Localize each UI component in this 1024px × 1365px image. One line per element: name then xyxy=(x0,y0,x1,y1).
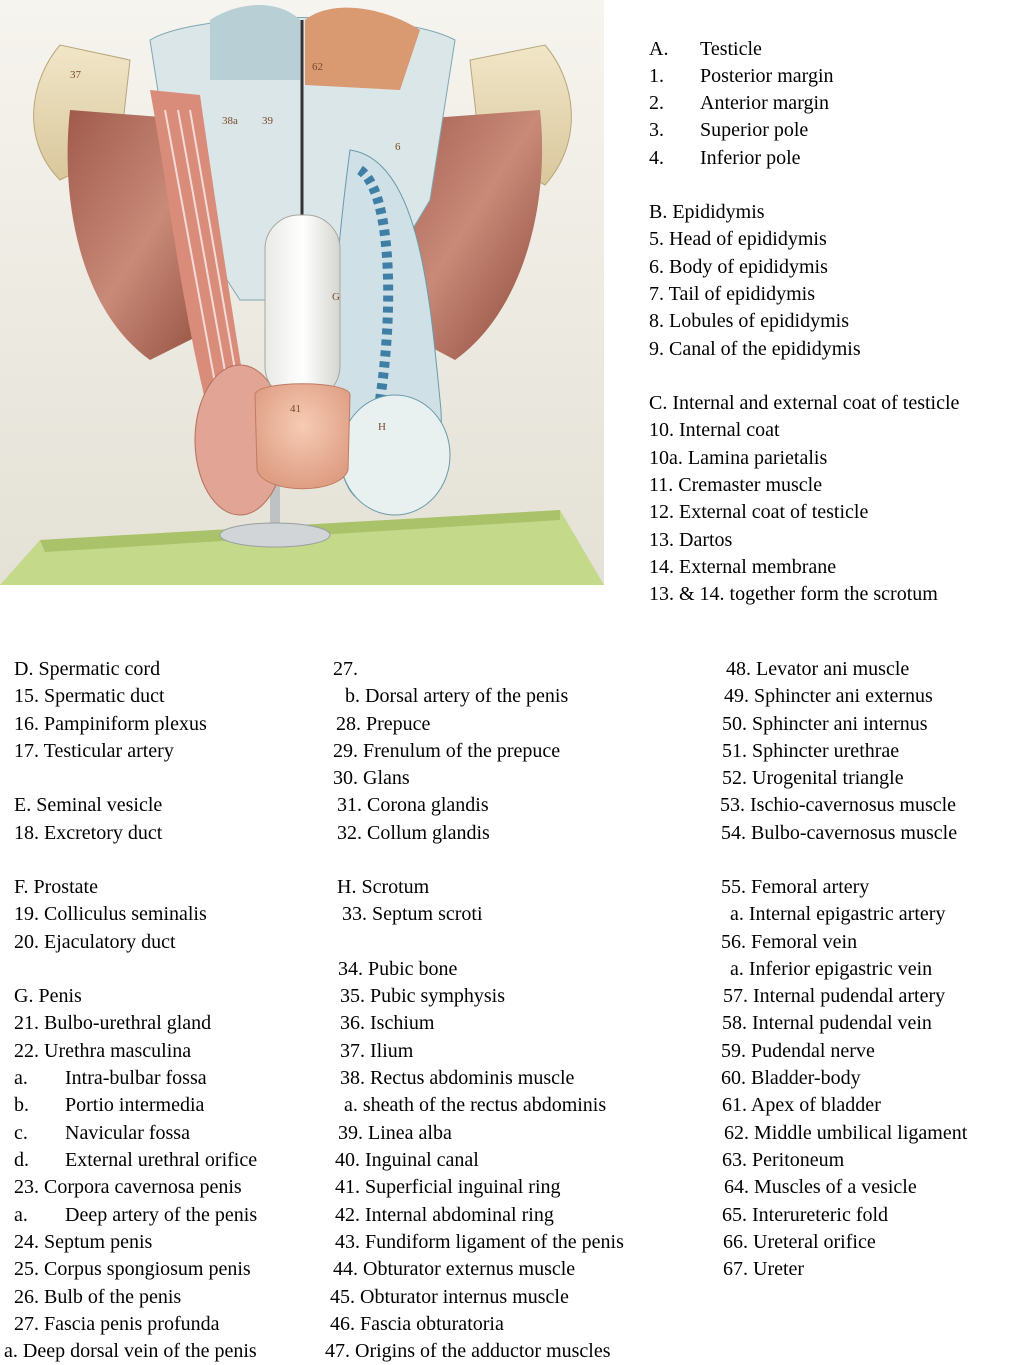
legend-item: 53. Ischio-cavernosus muscle xyxy=(720,794,957,816)
legend-item: 30. Glans xyxy=(333,767,410,789)
legend-item: 56. Femoral vein xyxy=(721,931,858,953)
legend-item: 66. Ureteral orifice xyxy=(723,1231,876,1253)
legend-item: 33. Septum scroti xyxy=(342,903,483,925)
legend-item: 34. Pubic bone xyxy=(338,958,458,980)
legend-item: 59. Pudendal nerve xyxy=(721,1040,875,1062)
legend-item: 6. Body of epididymis xyxy=(649,256,828,278)
legend-item: 37. Ilium xyxy=(340,1040,414,1062)
legend-item: 41. Superficial inguinal ring xyxy=(335,1176,561,1198)
legend-item: 17. Testicular artery xyxy=(14,740,174,762)
legend-item: 16. Pampiniform plexus xyxy=(14,713,207,735)
legend-item: 2. Anterior margin xyxy=(649,92,830,114)
legend-item: 29. Frenulum of the prepuce xyxy=(333,740,561,762)
model-label-38a: 38a xyxy=(222,115,238,127)
legend-item: 51. Sphincter urethrae xyxy=(722,740,900,762)
legend-item: 49. Sphincter ani externus xyxy=(724,685,933,707)
model-label-41: 41 xyxy=(290,403,301,415)
legend-item: b. Portio intermedia xyxy=(14,1094,205,1116)
legend-heading: G. Penis xyxy=(14,985,82,1007)
legend-item: 26. Bulb of the penis xyxy=(14,1286,182,1308)
legend-item: 27. Fascia penis profunda xyxy=(14,1313,220,1335)
legend-item: a. Internal epigastric artery xyxy=(730,903,946,925)
legend-item: 52. Urogenital triangle xyxy=(722,767,904,789)
legend-item: 44. Obturator externus muscle xyxy=(333,1258,576,1280)
legend-item: 15. Spermatic duct xyxy=(14,685,165,707)
legend-heading: H. Scrotum xyxy=(337,876,430,898)
legend-item: a. Deep dorsal vein of the penis xyxy=(4,1340,257,1362)
model-label-h: H xyxy=(378,421,386,433)
legend-item: 54. Bulbo-cavernosus muscle xyxy=(721,822,958,844)
anatomy-model-photo xyxy=(0,0,604,585)
legend-item: 19. Colliculus seminalis xyxy=(14,903,207,925)
legend-item: 35. Pubic symphysis xyxy=(340,985,506,1007)
legend-item: 32. Collum glandis xyxy=(337,822,490,844)
legend-item: 39. Linea alba xyxy=(338,1122,452,1144)
legend-item: 22. Urethra masculina xyxy=(14,1040,192,1062)
model-label-g: G xyxy=(332,291,340,303)
legend-item: 27. xyxy=(333,658,358,680)
legend-item: 3. Superior pole xyxy=(649,119,809,141)
legend-item: 40. Inguinal canal xyxy=(335,1149,479,1171)
model-label-39: 39 xyxy=(262,115,273,127)
legend-item: 62. Middle umbilical ligament xyxy=(724,1122,968,1144)
legend-item: a. Inferior epigastric vein xyxy=(730,958,933,980)
legend-heading: D. Spermatic cord xyxy=(14,658,161,680)
legend-item: 47. Origins of the adductor muscles xyxy=(325,1340,611,1362)
legend-item: 31. Corona glandis xyxy=(337,794,489,816)
model-label-6: 6 xyxy=(395,141,401,153)
legend-item: d. External urethral orifice xyxy=(14,1149,258,1171)
legend-heading: C. Internal and external coat of testicle xyxy=(649,392,960,414)
legend-item: 5. Head of epididymis xyxy=(649,228,827,250)
legend-item: 38. Rectus abdominis muscle xyxy=(340,1067,575,1089)
legend-item: 67. Ureter xyxy=(723,1258,805,1280)
legend-item: 12. External coat of testicle xyxy=(649,501,869,523)
legend-item: 4. Inferior pole xyxy=(649,147,801,169)
model-label-37: 37 xyxy=(70,69,81,81)
anatomy-model-illustration xyxy=(0,0,604,585)
legend-item: 21. Bulbo-urethral gland xyxy=(14,1012,212,1034)
legend-item: 23. Corpora cavernosa penis xyxy=(14,1176,242,1198)
legend-item: 57. Internal pudendal artery xyxy=(723,985,946,1007)
legend-item: a. sheath of the rectus abdominis xyxy=(344,1094,607,1116)
legend-item: 8. Lobules of epididymis xyxy=(649,310,849,332)
legend-item: 63. Peritoneum xyxy=(722,1149,845,1171)
legend-item: 13. Dartos xyxy=(649,529,733,551)
legend-item: 13. & 14. together form the scrotum xyxy=(649,583,938,605)
legend-item: 25. Corpus spongiosum penis xyxy=(14,1258,251,1280)
legend-item: 10. Internal coat xyxy=(649,419,780,441)
legend-item: 46. Fascia obturatoria xyxy=(330,1313,504,1335)
legend-heading: E. Seminal vesicle xyxy=(14,794,163,816)
legend-item: 64. Muscles of a vesicle xyxy=(724,1176,917,1198)
legend-item: 18. Excretory duct xyxy=(14,822,163,844)
legend-item: 58. Internal pudendal vein xyxy=(722,1012,932,1034)
model-label-62: 62 xyxy=(312,61,323,73)
legend-item: 14. External membrane xyxy=(649,556,837,578)
legend-item: 61. Apex of bladder xyxy=(722,1094,881,1116)
legend-item: 28. Prepuce xyxy=(336,713,431,735)
legend-item: a. Intra-bulbar fossa xyxy=(14,1067,207,1089)
legend-item: 9. Canal of the epididymis xyxy=(649,338,861,360)
legend-item: 1. Posterior margin xyxy=(649,65,834,87)
legend-item: 36. Ischium xyxy=(340,1012,435,1034)
legend-item: 45. Obturator internus muscle xyxy=(330,1286,569,1308)
legend-item: 60. Bladder-body xyxy=(721,1067,861,1089)
legend-heading: F. Prostate xyxy=(14,876,98,898)
legend-item: 50. Sphincter ani internus xyxy=(722,713,928,735)
legend-item: b. Dorsal artery of the penis xyxy=(345,685,569,707)
legend-item: 7. Tail of epididymis xyxy=(649,283,815,305)
legend-item: 24. Septum penis xyxy=(14,1231,153,1253)
legend-item: A. Testicle xyxy=(649,38,762,60)
legend-item: 11. Cremaster muscle xyxy=(649,474,823,496)
legend-item: 42. Internal abdominal ring xyxy=(335,1204,554,1226)
legend-item: 48. Levator ani muscle xyxy=(726,658,910,680)
legend-heading: B. Epididymis xyxy=(649,201,765,223)
legend-item: 10a. Lamina parietalis xyxy=(649,447,828,469)
legend-item: 65. Interureteric fold xyxy=(722,1204,889,1226)
legend-item: 55. Femoral artery xyxy=(721,876,870,898)
legend-item: a. Deep artery of the penis xyxy=(14,1204,258,1226)
legend-item: 20. Ejaculatory duct xyxy=(14,931,176,953)
legend-item: 43. Fundiform ligament of the penis xyxy=(335,1231,624,1253)
legend-item: c. Navicular fossa xyxy=(14,1122,190,1144)
